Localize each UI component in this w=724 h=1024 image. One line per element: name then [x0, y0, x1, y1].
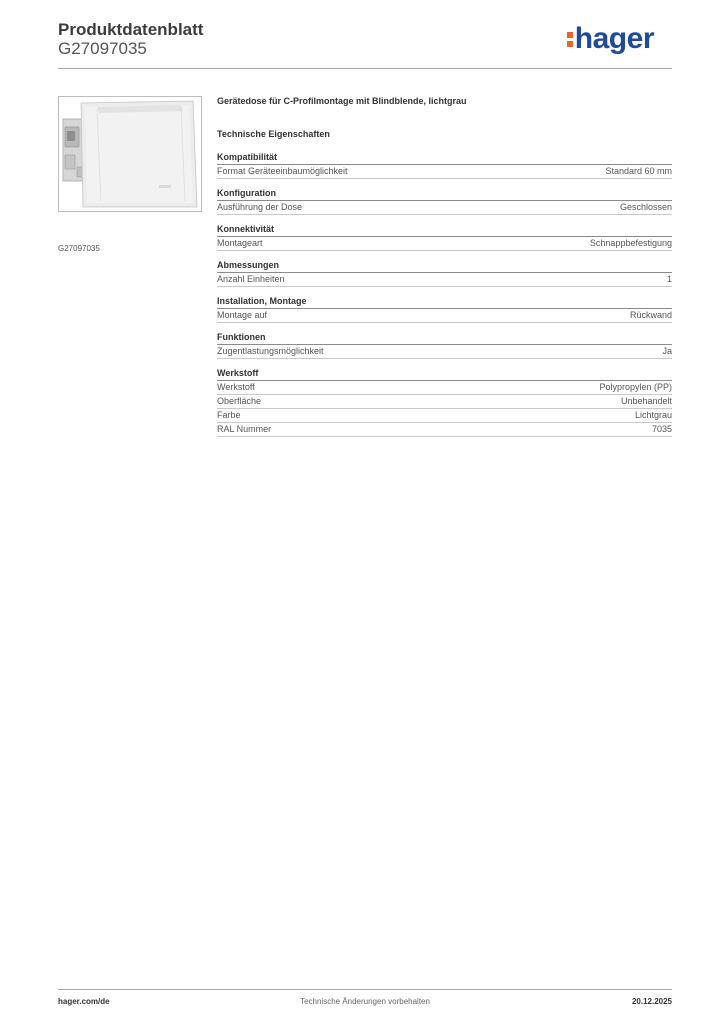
spec-row — [217, 165, 672, 179]
product-description: Gerätedose für C-Profilmontage mit Blindblende, lichtgrau — [217, 96, 467, 106]
spec-row — [217, 237, 672, 251]
document-product-code: G27097035 — [58, 39, 147, 58]
product-image-caption: G27097035 — [58, 244, 100, 253]
spec-group-title: Installation, Montage — [217, 296, 672, 309]
footer-date: 20.12.2025 — [631, 997, 672, 1006]
spec-label: Oberfläche — [217, 396, 262, 406]
spec-row — [217, 381, 672, 395]
spec-row — [217, 273, 672, 287]
product-image — [58, 96, 202, 212]
spec-group-title: Funktionen — [217, 332, 672, 345]
spec-group-installation — [217, 296, 672, 323]
spec-value: Schnappbefestigung — [589, 238, 672, 248]
logo-wordmark: hager — [574, 22, 654, 55]
page-header — [58, 20, 672, 68]
spec-value: Unbehandelt — [620, 396, 672, 406]
spec-label: Montage auf — [217, 310, 268, 320]
spec-value: 7035 — [651, 424, 672, 434]
spec-label: Farbe — [217, 410, 241, 420]
spec-group-title: Abmessungen — [217, 260, 672, 273]
spec-label: RAL Nummer — [217, 424, 272, 434]
spec-group-konfiguration — [217, 188, 672, 215]
spec-group-title: Konfiguration — [217, 188, 672, 201]
document-title: Produktdatenblatt — [58, 20, 204, 39]
logo-dots-icon — [567, 22, 573, 48]
spec-value: Polypropylen (PP) — [599, 382, 672, 392]
spec-value: Ja — [662, 346, 672, 356]
spec-row — [217, 409, 672, 423]
spec-label: Ausführung der Dose — [217, 202, 303, 212]
spec-label: Format Geräteeinbaumöglichkeit — [217, 166, 348, 176]
spec-row — [217, 423, 672, 437]
spec-group-werkstoff — [217, 368, 672, 437]
spec-value: Lichtgrau — [634, 410, 672, 420]
spec-row — [217, 309, 672, 323]
spec-label: Anzahl Einheiten — [217, 274, 285, 284]
spec-group-kompatibilitaet — [217, 152, 672, 179]
spec-label: Montageart — [217, 238, 263, 248]
brand-logo — [567, 22, 654, 56]
footer-website-link[interactable]: hager.com/de — [58, 997, 110, 1006]
header-divider — [58, 68, 672, 69]
spec-label: Werkstoff — [217, 382, 255, 392]
spec-value: Standard 60 mm — [605, 166, 672, 176]
spec-row — [217, 395, 672, 409]
spec-value: Geschlossen — [619, 202, 672, 212]
spec-content — [217, 96, 672, 437]
footer-note: Technische Änderungen vorbehalten — [300, 997, 430, 1006]
spec-row — [217, 345, 672, 359]
spec-group-konnektivitaet — [217, 224, 672, 251]
spec-group-abmessungen — [217, 260, 672, 287]
spec-group-title: Kompatibilität — [217, 152, 672, 165]
spec-value: Rückwand — [629, 310, 672, 320]
spec-section-heading: Technische Eigenschaften — [217, 129, 330, 139]
spec-group-title: Konnektivität — [217, 224, 672, 237]
device-box-illustration — [59, 97, 201, 211]
footer-divider — [58, 989, 672, 990]
spec-group-title: Werkstoff — [217, 368, 672, 381]
spec-row — [217, 201, 672, 215]
spec-label: Zugentlastungsmöglichkeit — [217, 346, 324, 356]
spec-value: 1 — [666, 274, 672, 284]
spec-group-funktionen — [217, 332, 672, 359]
